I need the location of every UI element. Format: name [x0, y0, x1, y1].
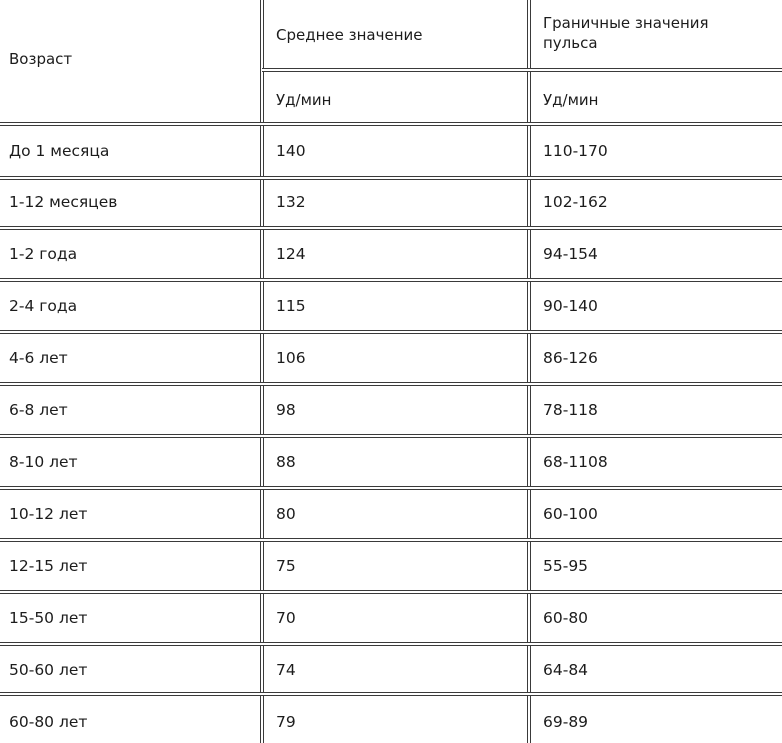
row-divider [0, 382, 782, 386]
row-mean: 98 [276, 401, 296, 419]
row-age: 6-8 лет [9, 401, 68, 419]
row-divider [0, 330, 782, 334]
header-limits-unit: Уд/мин [543, 91, 599, 109]
row-range: 64-84 [543, 661, 589, 679]
row-range: 55-95 [543, 557, 589, 575]
row-mean: 124 [276, 245, 306, 263]
row-range: 68-1108 [543, 453, 608, 471]
row-age: 8-10 лет [9, 453, 78, 471]
row-range: 102-162 [543, 193, 608, 211]
header-age: Возраст [9, 50, 73, 68]
row-mean: 115 [276, 297, 306, 315]
row-age: 60-80 лет [9, 713, 88, 731]
row-divider [0, 486, 782, 490]
row-divider [0, 434, 782, 438]
row-age: 50-60 лет [9, 661, 88, 679]
row-range: 110-170 [543, 142, 608, 160]
row-divider [0, 278, 782, 282]
row-divider [0, 226, 782, 230]
row-mean: 75 [276, 557, 296, 575]
row-range: 60-100 [543, 505, 598, 523]
row-range: 69-89 [543, 713, 589, 731]
row-age: До 1 месяца [9, 142, 110, 160]
row-range: 78-118 [543, 401, 598, 419]
row-divider [0, 122, 782, 126]
header-mean: Среднее значение [276, 26, 423, 44]
column-divider-2 [527, 0, 531, 743]
row-range: 90-140 [543, 297, 598, 315]
row-mean: 74 [276, 661, 296, 679]
row-age: 1-2 года [9, 245, 78, 263]
row-mean: 88 [276, 453, 296, 471]
header-mean-unit: Уд/мин [276, 91, 332, 109]
column-divider-1 [260, 0, 264, 743]
row-mean: 80 [276, 505, 296, 523]
row-age: 4-6 лет [9, 349, 68, 367]
row-divider [0, 176, 782, 180]
row-divider [0, 538, 782, 542]
row-divider [0, 692, 782, 696]
row-mean: 79 [276, 713, 296, 731]
row-range: 86-126 [543, 349, 598, 367]
row-age: 1-12 месяцев [9, 193, 118, 211]
row-divider [0, 590, 782, 594]
row-mean: 106 [276, 349, 306, 367]
row-mean: 70 [276, 609, 296, 627]
row-range: 94-154 [543, 245, 598, 263]
header-limits: Граничные значения пульса [543, 14, 709, 52]
row-age: 10-12 лет [9, 505, 88, 523]
row-mean: 140 [276, 142, 306, 160]
row-divider [0, 642, 782, 646]
row-age: 2-4 года [9, 297, 78, 315]
row-age: 12-15 лет [9, 557, 88, 575]
row-range: 60-80 [543, 609, 589, 627]
row-mean: 132 [276, 193, 306, 211]
header-sub-divider [262, 68, 782, 72]
row-age: 15-50 лет [9, 609, 88, 627]
